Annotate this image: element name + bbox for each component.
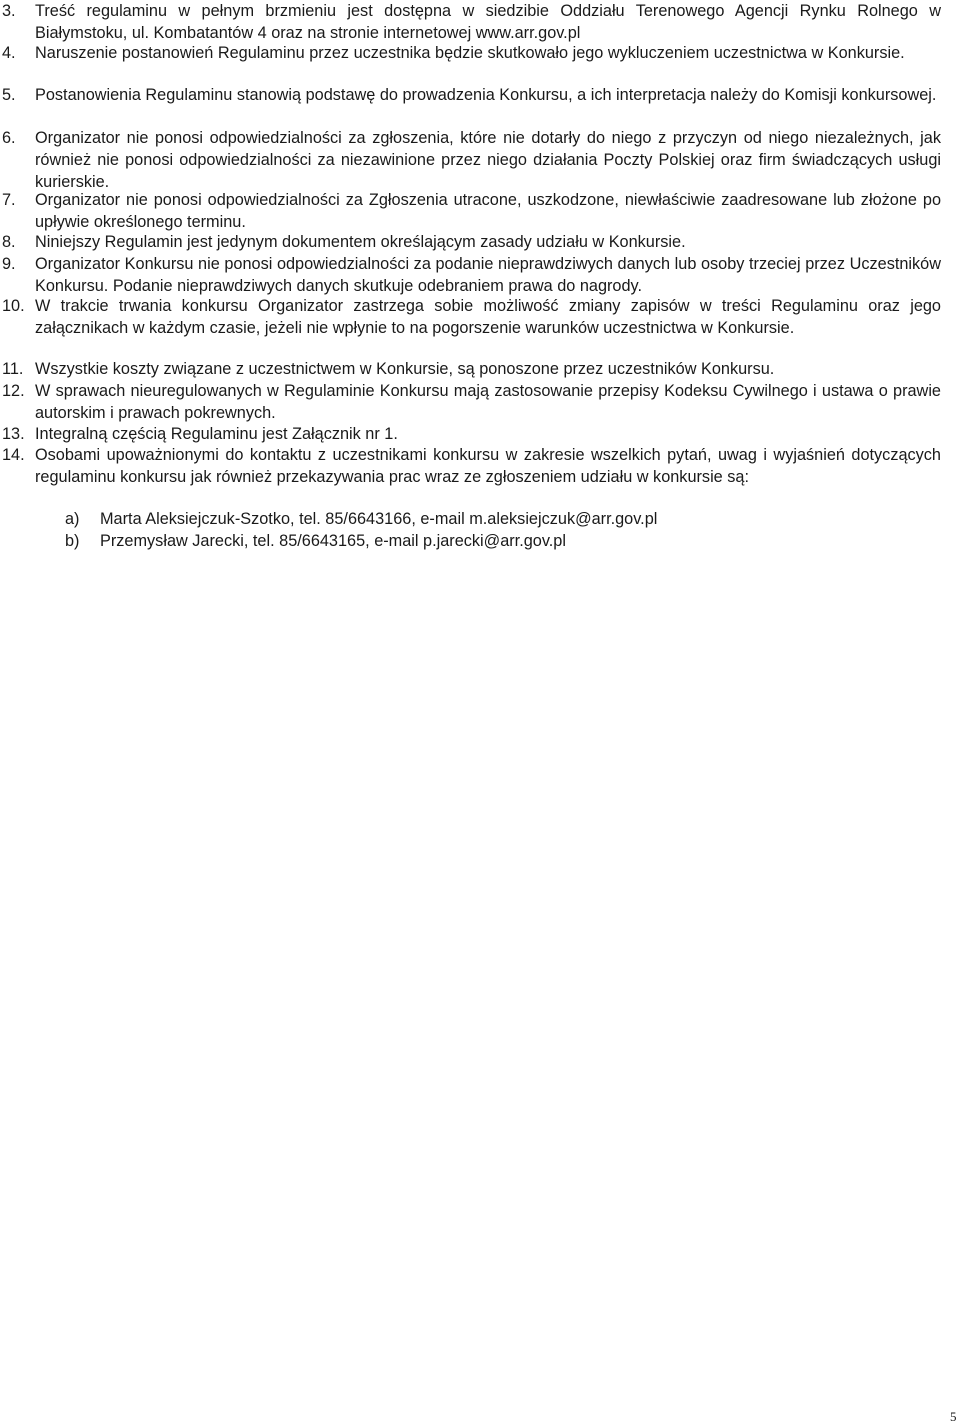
list-item-number: 10. — [2, 297, 25, 315]
list-item-text: Osobami upoważnionymi do kontaktu z uczestnikami konkursu w zakresie wszelkich pytań, uwag i wyjaśnień dotyczących regulaminu konkursu jak również przekazywania prac wraz ze zgłoszeniem udziału w konkursie są: — [35, 446, 941, 486]
list-item-text: Niniejszy Regulamin jest jedynym dokumentem określającym zasady udziału w Konkursie. — [35, 233, 686, 251]
list-item-text: Organizator nie ponosi odpowiedzialności za Zgłoszenia utracone, uszkodzone, niewłaściwie zaadresowane lub złożone po upływie określonego terminu. — [35, 191, 941, 231]
contact-text: Marta Aleksiejczuk-Szotko, tel. 85/6643166, e-mail m.aleksiejczuk@arr.gov.pl — [100, 510, 658, 528]
list-item-number: 11. — [2, 360, 24, 378]
contact-text: Przemysław Jarecki, tel. 85/6643165, e-mail p.jarecki@arr.gov.pl — [100, 532, 566, 550]
list-item-text: W sprawach nieuregulowanych w Regulaminie Konkursu mają zastosowanie przepisy Kodeksu Cywilnego i ustawa o prawie autorskim i prawach pokrewnych. — [35, 382, 941, 422]
list-item-number: 13. — [2, 425, 25, 443]
list-item-text: Postanowienia Regulaminu stanowią podstawę do prowadzenia Konkursu, a ich interpretacja należy do Komisji konkursowej. — [35, 86, 937, 104]
list-item-number: 4. — [2, 44, 16, 62]
contact-letter: a) — [65, 510, 80, 528]
list-item-text: Wszystkie koszty związane z uczestnictwem w Konkursie, są ponoszone przez uczestników Konkursu. — [35, 360, 775, 378]
list-item-number: 8. — [2, 233, 16, 251]
list-item-number: 9. — [2, 255, 16, 273]
list-item-text: Organizator nie ponosi odpowiedzialności za zgłoszenia, które nie dotarły do niego z przyczyn od niego niezależnych, jak również nie ponosi odpowiedzialności za niezawinione przez niego działania Poczty Polskiej oraz firm świadczących usługi kurierskie. — [35, 129, 941, 191]
list-item-number: 5. — [2, 86, 16, 104]
list-item-text: W trakcie trwania konkursu Organizator zastrzega sobie możliwość zmiany zapisów w treści Regulaminu oraz jego załącznikach w każdym czasie, jeżeli nie wpłynie to na pogorszenie warunków uczestnictwa w Konkursie. — [35, 297, 941, 337]
list-item-text: Organizator Konkursu nie ponosi odpowiedzialności za podanie nieprawdziwych danych lub osoby trzeciej przez Uczestników Konkursu. Podanie nieprawdziwych danych skutkuje odebraniem prawa do nagrody. — [35, 255, 941, 295]
list-item-number: 14. — [2, 446, 25, 464]
list-item-text: Treść regulaminu w pełnym brzmieniu jest dostępna w siedzibie Oddziału Terenowego Agencji Rynku Rolnego w Białymstoku, ul. Kombatantów 4 oraz na stronie internetowej www.arr.gov.pl — [35, 2, 941, 42]
list-item-number: 3. — [2, 2, 16, 20]
list-item-number: 6. — [2, 129, 16, 147]
list-item-text: Integralną częścią Regulaminu jest Załącznik nr 1. — [35, 425, 398, 443]
contact-letter: b) — [65, 532, 80, 550]
page-number: 5 — [950, 1409, 957, 1424]
list-item-number: 7. — [2, 191, 16, 209]
list-item-text: Naruszenie postanowień Regulaminu przez uczestnika będzie skutkowało jego wykluczeniem uczestnictwa w Konkursie. — [35, 44, 905, 62]
list-item-number: 12. — [2, 382, 25, 400]
